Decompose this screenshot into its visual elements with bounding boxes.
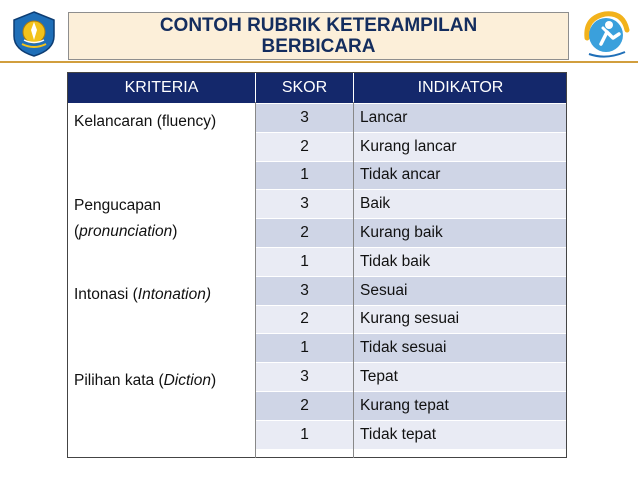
criteria-paren-open: (	[74, 223, 80, 241]
indicator-cell: Kurang baik	[354, 219, 568, 248]
score-cell: 1	[256, 420, 354, 449]
score-cell: 3	[256, 363, 354, 392]
education-logo-icon	[579, 8, 633, 60]
header-divider	[0, 61, 638, 63]
criteria-paren-close: )	[211, 372, 217, 390]
column-divider	[353, 102, 354, 458]
table-row	[68, 363, 568, 392]
score-cell: 3	[256, 276, 354, 305]
score-cell: 2	[256, 132, 354, 161]
criteria-cell-diction	[68, 363, 256, 449]
header-criteria: KRITERIA	[68, 73, 256, 104]
page-title	[160, 15, 477, 57]
indicator-cell: Tidak ancar	[354, 161, 568, 190]
ministry-emblem-icon	[10, 10, 58, 58]
criteria-label-italic: Intonation)	[137, 285, 212, 303]
indicator-cell: Kurang lancar	[354, 132, 568, 161]
indicator-cell: Tidak tepat	[354, 420, 568, 449]
title-line-1: CONTOH RUBRIK KETERAMPILAN	[159, 15, 478, 36]
table-row	[68, 276, 568, 305]
score-cell: 1	[256, 161, 354, 190]
criteria-label-italic: pronunciation	[79, 223, 173, 241]
criteria-label: Pilihan kata (	[74, 372, 164, 390]
criteria-label: Intonasi (	[74, 285, 138, 303]
criteria-label-italic: Diction	[163, 372, 211, 390]
indicator-cell: Tepat	[354, 363, 568, 392]
score-cell: 3	[256, 190, 354, 219]
title-line-2: BERBICARA	[261, 36, 376, 57]
title-banner	[68, 12, 569, 60]
indicator-cell: Sesuai	[354, 276, 568, 305]
indicator-cell: Baik	[354, 190, 568, 219]
criteria-cell-fluency	[68, 104, 256, 190]
criteria-cell-pronunciation	[68, 190, 256, 276]
criteria-paren-close: )	[172, 223, 178, 241]
score-cell: 2	[256, 305, 354, 334]
score-cell: 1	[256, 247, 354, 276]
score-cell: 1	[256, 334, 354, 363]
criteria-label: Pengucapan	[74, 197, 162, 215]
rubric-table	[67, 72, 568, 450]
table-header-row	[68, 73, 568, 104]
criteria-label: Kelancaran (fluency)	[74, 113, 217, 130]
score-cell: 2	[256, 391, 354, 420]
column-divider	[255, 102, 256, 458]
indicator-cell: Kurang tepat	[354, 391, 568, 420]
indicator-cell: Tidak sesuai	[354, 334, 568, 363]
table-row	[68, 190, 568, 219]
header-score: SKOR	[256, 73, 354, 104]
header-indicator: INDIKATOR	[354, 73, 568, 104]
table-row	[68, 104, 568, 133]
indicator-cell: Tidak baik	[354, 247, 568, 276]
indicator-cell: Kurang sesuai	[354, 305, 568, 334]
score-cell: 2	[256, 219, 354, 248]
score-cell: 3	[256, 104, 354, 133]
criteria-cell-intonation	[68, 276, 256, 362]
indicator-cell: Lancar	[354, 104, 568, 133]
